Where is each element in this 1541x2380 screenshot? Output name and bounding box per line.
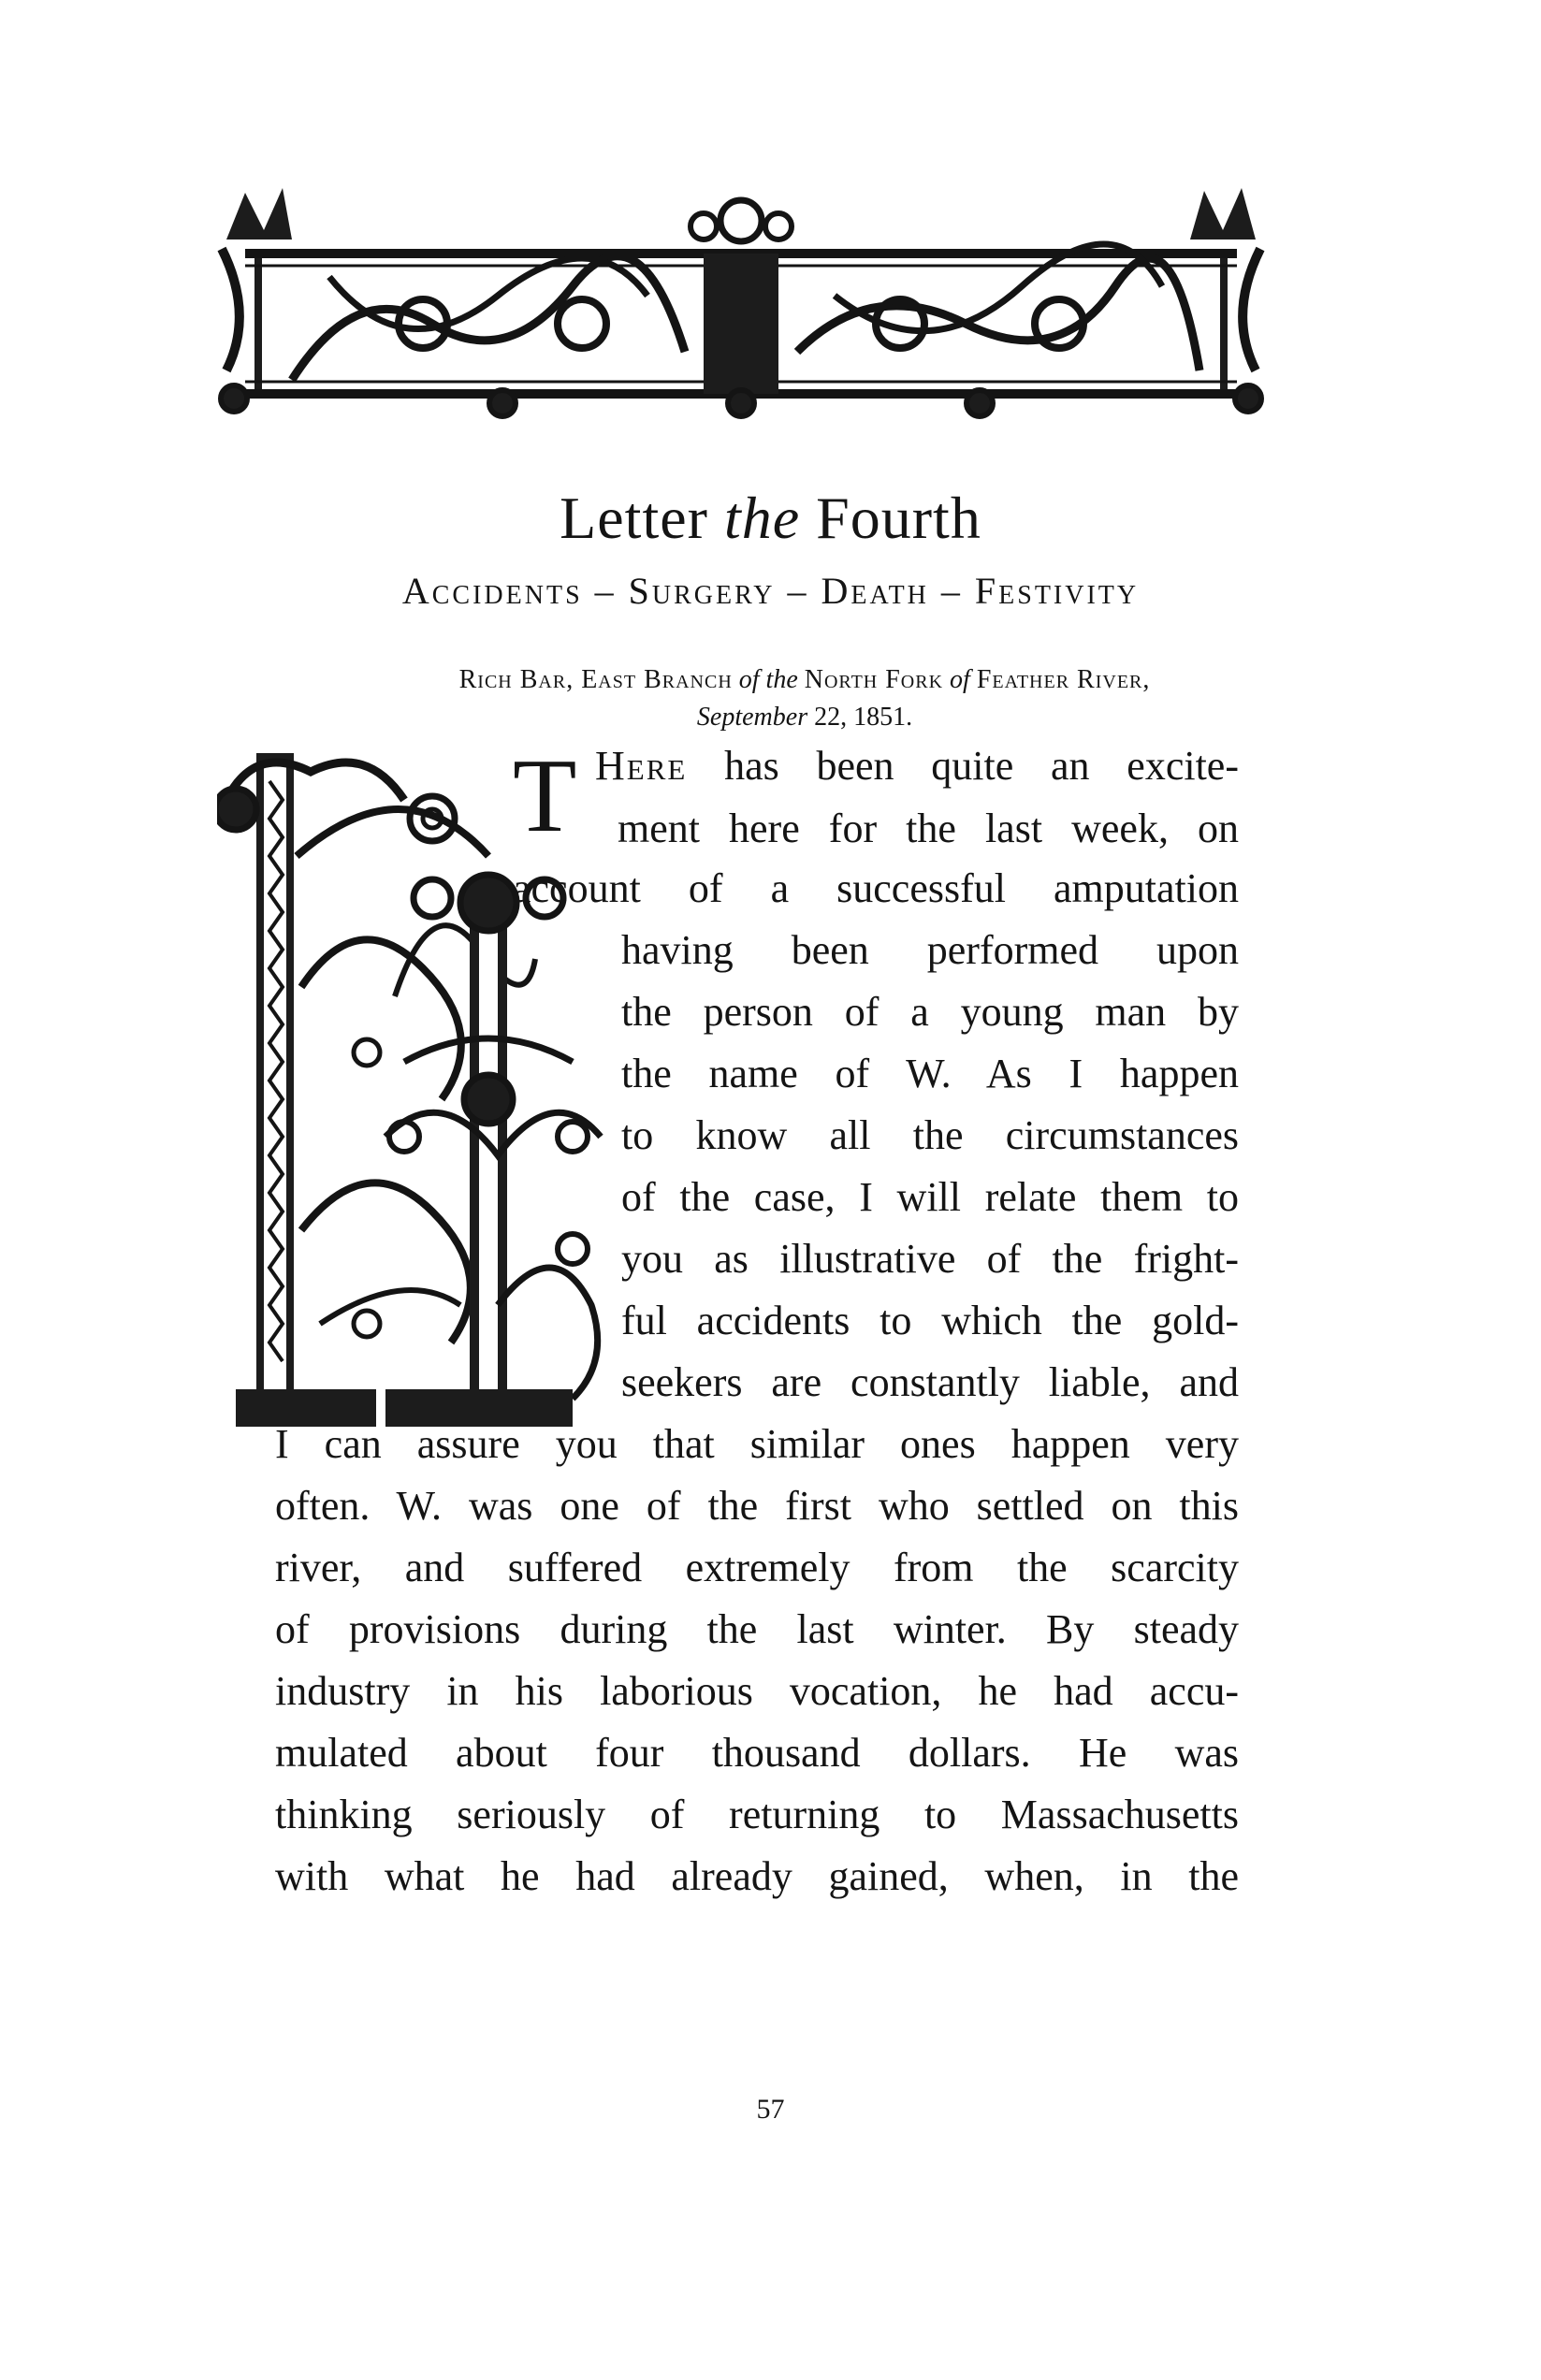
text-line: industry in his laborious vocation, he had accu-	[275, 1668, 1239, 1714]
text-line: seekers are constantly liable, and	[621, 1359, 1239, 1405]
drop-cap-letter: T	[513, 738, 577, 854]
text-line: ful accidents to which the gold-	[621, 1298, 1239, 1343]
text-line: of the case, I will relate them to	[621, 1174, 1239, 1220]
text-line: to know all the circumstances	[621, 1112, 1239, 1158]
text-line: Here has been quite an excite-	[595, 743, 1239, 789]
text-line: thinking seriously of returning to Massachusetts	[275, 1792, 1239, 1837]
text-line: having been performed upon	[621, 927, 1239, 973]
text-line: of provisions during the last winter. By steady	[275, 1606, 1239, 1652]
text-line: the name of W. As I happen	[621, 1051, 1239, 1096]
text-line: ment here for the last week, on	[618, 805, 1239, 851]
ornamental-headpiece	[217, 183, 1265, 430]
text-line: I can assure you that similar ones happen very	[275, 1421, 1239, 1467]
text-line: the person of a young man by	[621, 989, 1239, 1035]
chapter-subtitle: Accidents – Surgery – Death – Festivity	[401, 570, 1140, 612]
text-line: often. W. was one of the first who settled on this	[275, 1483, 1239, 1529]
page-number: 57	[756, 2094, 785, 2125]
text-line: mulated about four thousand dollars. He was	[275, 1730, 1239, 1776]
text-line: with what he had already gained, when, in the	[275, 1853, 1239, 1899]
text-line: you as illustrative of the fright-	[621, 1236, 1239, 1282]
text-line: river, and suffered extremely from the scarcity	[275, 1545, 1239, 1590]
letter-dateline: Rich Bar, East Branch of the North Fork of Feather River, September 22, 1851.	[458, 665, 1151, 732]
text-line: account of a successful amputation	[513, 865, 1239, 911]
chapter-title: Letter the Fourth	[560, 485, 981, 551]
